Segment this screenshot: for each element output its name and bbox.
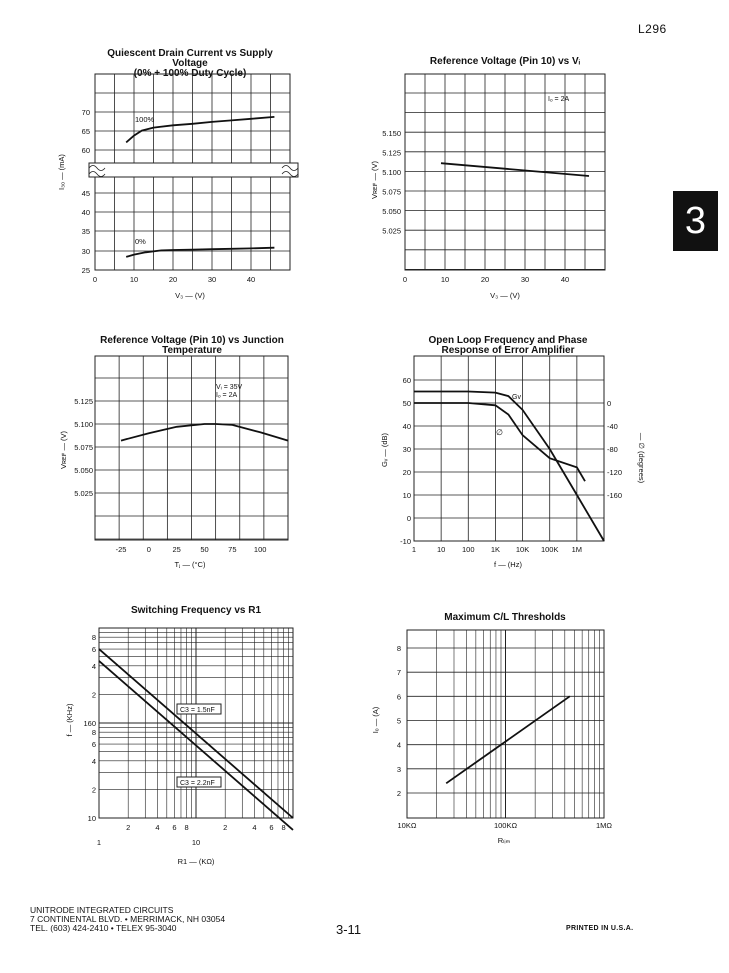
chart5-xlabel: R1 — (KΩ) — [177, 857, 215, 866]
chart5-xdecade: 10 — [191, 838, 201, 847]
chart1-series-label-0: 0% — [135, 237, 146, 246]
chart6 — [371, 630, 612, 845]
chart5-xtick: 4 — [155, 823, 160, 832]
chart5-label-2p2nf: C3 = 2.2nF — [180, 780, 215, 787]
footer-line-1: UNITRODE INTEGRATED CIRCUITS — [30, 905, 174, 915]
chart2-xlabel: V₃ — (V) — [490, 291, 520, 300]
chart3-xtick: -25 — [115, 545, 127, 554]
chart2-ytick: 5.125 — [382, 148, 401, 158]
chart6-series-io — [446, 696, 570, 783]
chart3-xtick: 25 — [172, 545, 181, 554]
chart3-xtick: 0 — [146, 545, 151, 554]
footer-line-3: TEL. (603) 424-2410 • TELEX 95-3040 — [30, 923, 177, 933]
chart5-ytick: 2 — [91, 690, 96, 700]
part-number: L296 — [638, 22, 667, 36]
chart2 — [370, 74, 605, 300]
chart4-ytick: 40 — [402, 422, 411, 431]
chart1-xlabel: V₃ — (V) — [175, 291, 205, 300]
chart6-ytick: 5 — [396, 716, 401, 726]
chart2-xtick: 30 — [520, 275, 530, 284]
chart3-ytick: 5.025 — [74, 489, 93, 498]
chart5-ytick: 4 — [91, 661, 96, 671]
chart2-ytick: 5.150 — [382, 129, 401, 138]
chart3-annotation-vi: Vᵢ = 35V — [216, 384, 243, 391]
chart4-y2tick: 0 — [607, 399, 612, 408]
chart4-ytick: 0 — [406, 514, 411, 523]
chart5-label-1p5nf: C3 = 1.5nF — [180, 707, 215, 714]
chart1-title-line1: Quiescent Drain Current vs Supply Voltage — [107, 48, 273, 69]
chart6-ytick: 3 — [396, 764, 401, 774]
chart3-title-line2: Temperature — [162, 345, 222, 356]
chart3-ytick: 5.075 — [74, 443, 93, 452]
chart6-ytick: 8 — [396, 644, 401, 653]
chart2-title-line1: Reference Voltage (Pin 10) vs Vᵢ — [429, 56, 581, 67]
chart4-frame — [414, 356, 604, 541]
chart4-label-gv: Gv — [512, 394, 521, 401]
chart5-ytick: 2 — [91, 785, 96, 795]
chart3-xtick: 50 — [200, 545, 209, 554]
company-footer — [30, 906, 225, 933]
chart3-xtick: 100 — [253, 545, 267, 554]
chart5-ytick: 6 — [91, 645, 96, 655]
chart6-xtick: 1MΩ — [595, 821, 613, 830]
chart1-break-gap — [89, 163, 298, 177]
chart1-title-line2: (0% + 100% Duty Cycle) — [133, 68, 247, 79]
chart4-y2tick: -120 — [607, 468, 623, 477]
chart4-ytick: 10 — [402, 491, 411, 500]
chart5-xtick: 2 — [223, 823, 228, 832]
chart4-ylabel: Gᵥ — (dB) — [380, 432, 389, 468]
footer-line-2: 7 CONTINENTAL BLVD. • MERRIMACK, NH 03054 — [30, 914, 226, 924]
chart2-annotation: Iₒ = 2A — [548, 96, 570, 103]
chart4-title-line2: Response of Error Amplifier — [441, 345, 575, 356]
chart1-xtick: 0 — [92, 275, 98, 284]
chart5-title-line1: Switching Frequency vs R1 — [130, 605, 262, 616]
chart4-xtick: 100 — [462, 545, 475, 554]
chart4-ytick: 50 — [402, 399, 411, 408]
chart3-title-line1: Reference Voltage (Pin 10) vs Junction — [100, 335, 284, 346]
chart4-title-line1: Open Loop Frequency and Phase — [428, 335, 588, 346]
chart4-xtick: 1 — [411, 545, 417, 554]
chart5-ytick: 8 — [91, 633, 96, 643]
chart4 — [380, 356, 646, 569]
chart2-xtick: 40 — [560, 275, 570, 284]
chart1-ytick: 25 — [81, 266, 90, 275]
chart5-xtick: 6 — [269, 823, 274, 832]
chart3-annotation-io: Iₒ = 2A — [216, 392, 238, 399]
chart1-xtick: 30 — [207, 275, 217, 284]
chart4-xtick: 10 — [436, 545, 446, 554]
chart5-ytick: 4 — [91, 756, 96, 766]
chart4-xtick: 100K — [540, 545, 559, 554]
chart4-series-phase — [414, 403, 585, 481]
chart4-ytick: 60 — [402, 376, 411, 385]
chart1-ytick: 35 — [81, 227, 90, 236]
chart4-xtick: 10K — [515, 545, 530, 554]
printed-note: PRINTED IN U.S.A. — [566, 925, 634, 932]
chart1-xtick: 20 — [168, 275, 178, 284]
chart4-ytick: 30 — [402, 445, 411, 454]
chart1-series-0 — [126, 248, 274, 257]
chart1-xtick: 40 — [246, 275, 256, 284]
chart4-y2tick: -160 — [607, 491, 623, 500]
chart3-ytick: 5.125 — [74, 397, 93, 406]
chart3-ytick: 5.050 — [74, 466, 93, 475]
chart2-ytick: 5.050 — [382, 207, 401, 216]
chart4-xtick: 1K — [490, 545, 501, 554]
chart6-xlabel: Rₗᵢₘ — [497, 836, 511, 845]
chart5-xtick: 4 — [252, 823, 257, 832]
chart1-series-label-100: 100% — [135, 115, 155, 124]
chart2-ytick: 5.075 — [382, 187, 401, 197]
chart6-ytick: 4 — [396, 740, 401, 750]
chart2-xtick: 10 — [440, 275, 450, 284]
chart4-ytick: -10 — [400, 537, 411, 546]
chart3-xtick: 75 — [228, 545, 237, 554]
chart3-ylabel: Vʀᴇꜰ — (V) — [59, 430, 68, 470]
page-number: 3-11 — [336, 922, 362, 937]
chart5-ylabel: f — (KHz) — [65, 703, 74, 737]
chart2-xtick: 20 — [480, 275, 490, 284]
chart2-ytick: 5.100 — [382, 168, 401, 177]
chart4-ylabel-right: — ∅ (degrees) — [637, 432, 646, 484]
chart5-ytick: 10 — [87, 814, 96, 823]
chart3-series-vref — [121, 424, 288, 441]
chart1-xtick: 10 — [129, 275, 139, 284]
chart1-ytick: 30 — [81, 247, 90, 256]
chart5-xtick: 6 — [172, 823, 177, 832]
chart1-ylabel: I₃ₒ — (mA) — [57, 154, 66, 190]
chart1-ytick: 65 — [81, 127, 90, 136]
chart6-ytick: 6 — [396, 692, 401, 702]
chart1-ytick: 40 — [81, 208, 90, 217]
chart5-xtick: 8 — [281, 823, 286, 832]
chart5-xdecade: 1 — [96, 838, 102, 847]
chart4-label-phase: ∅ — [496, 428, 503, 437]
chart1-ytick: 60 — [81, 146, 90, 155]
chart4-y2tick: -40 — [607, 422, 618, 431]
chart4-ytick: 20 — [402, 468, 411, 477]
chart2-xtick: 0 — [402, 275, 408, 284]
chart6-ylabel: Iₒ — (A) — [371, 706, 380, 734]
chart3-ytick: 5.100 — [74, 420, 93, 429]
chart5-ytick: 6 — [91, 740, 96, 750]
chart4-xtick: 1M — [571, 545, 583, 554]
chart5-ytick: 8 — [91, 728, 96, 738]
chart1-ytick: 70 — [81, 108, 90, 117]
chart2-ylabel: Vʀᴇꜰ — (V) — [370, 160, 379, 200]
chart5-xtick: 8 — [184, 823, 189, 832]
chart6-xtick: 10KΩ — [397, 821, 417, 830]
chart6-xtick: 100KΩ — [493, 821, 518, 830]
chart1 — [57, 74, 298, 300]
chart4-y2tick: -80 — [607, 445, 618, 454]
chart1-ytick: 45 — [81, 189, 90, 198]
chart5 — [65, 628, 293, 866]
chart6-title-line1: Maximum C/L Thresholds — [444, 612, 566, 623]
chart5-xtick: 2 — [126, 823, 131, 832]
chart4-xlabel: f — (Hz) — [494, 560, 522, 569]
section-tab: 3 — [673, 191, 718, 251]
chart2-ytick: 5.025 — [382, 226, 401, 236]
chart6-ytick: 2 — [396, 789, 401, 798]
chart5-ytick: 160 — [83, 719, 96, 728]
chart3-xlabel: Tⱼ — (°C) — [174, 560, 206, 569]
chart3 — [59, 356, 288, 569]
chart6-ytick: 7 — [396, 668, 401, 678]
chart2-series-vref — [441, 163, 589, 176]
